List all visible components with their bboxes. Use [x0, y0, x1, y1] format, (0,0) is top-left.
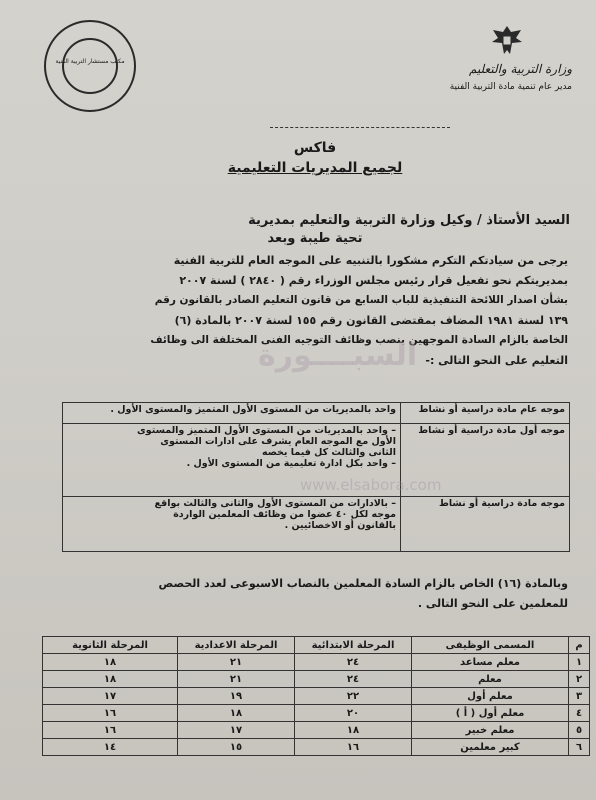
description-cell: – واحد بالمديريات من المستوى الأول المتميز والمستوى الأول مع الموجه العام يشرف على ادارات المستوى الثانى والثالث كل فيما يخصه – واحد بكل ادارة تعليمية من المستوى الأول .: [63, 424, 401, 497]
table-row: [63, 497, 570, 552]
header-preparatory: المرحلة الاعدادية: [178, 637, 295, 654]
teaching-load-table: [42, 636, 590, 756]
cell-primary: ٢٤: [295, 654, 412, 671]
cell-primary: ٢٢: [295, 688, 412, 705]
body-line: بمديريتكم نحو تفعيل قرار رئيس مجلس الوزراء رقم ( ٢٨٤٠ ) لسنة ٢٠٠٧: [179, 274, 568, 287]
body-line: التعليم على النحو التالى :-: [425, 354, 568, 367]
cell-index: ٣: [569, 688, 590, 705]
cell-primary: ٢٠: [295, 705, 412, 722]
divider: [270, 127, 450, 128]
cell-index: ٦: [569, 739, 590, 756]
salutation: السيد الأستاذ / وكيل وزارة التربية والتعليم بمديرية: [248, 213, 570, 228]
body-line: بشأن اصدار اللائحة التنفيذية للباب السابع من قانون التعليم الصادر بالقانون رقم: [154, 294, 568, 306]
table-row: [43, 654, 590, 671]
greeting: تحية طيبة وبعد: [267, 231, 363, 246]
description-cell: واحد بالمديريات من المستوى الأول المتميز والمستوى الأول .: [63, 403, 401, 424]
cell-job-title: معلم: [412, 671, 569, 688]
ministry-department: مدير عام تنمية مادة التربية الفنية: [449, 82, 572, 92]
cell-preparatory: ٢١: [178, 654, 295, 671]
cell-job-title: معلم أول: [412, 688, 569, 705]
table-row: [43, 739, 590, 756]
header-index: م: [569, 637, 590, 654]
watermark-logo-text: السبــــورة: [258, 338, 418, 373]
table-row: [43, 688, 590, 705]
cell-preparatory: ٢١: [178, 671, 295, 688]
cell-index: ٤: [569, 705, 590, 722]
cell-job-title: معلم أول ( أ ): [412, 705, 569, 722]
cell-index: ١: [569, 654, 590, 671]
watermark-url: www.elsabora.com: [300, 476, 442, 494]
cell-primary: ١٨: [295, 722, 412, 739]
article-16-text: [40, 577, 568, 617]
cell-secondary: ١٧: [43, 688, 178, 705]
cell-preparatory: ١٨: [178, 705, 295, 722]
cell-secondary: ١٤: [43, 739, 178, 756]
fax-title: فاكس: [293, 140, 337, 156]
header-job-title: المسمى الوظيفى: [412, 637, 569, 654]
role-cell: موجه مادة دراسية أو نشاط: [401, 497, 570, 552]
body-line: للمعلمين على النحو التالى .: [417, 597, 568, 610]
cell-secondary: ١٨: [43, 654, 178, 671]
cell-preparatory: ١٥: [178, 739, 295, 756]
cell-job-title: كبير معلمين: [412, 739, 569, 756]
body-line: ١٣٩ لسنة ١٩٨١ المضاف بمقتضى القانون رقم ١٥٥ لسنة ٢٠٠٧ بالمادة (٦): [174, 314, 568, 327]
cell-secondary: ١٨: [43, 671, 178, 688]
cell-preparatory: ١٧: [178, 722, 295, 739]
cell-index: ٥: [569, 722, 590, 739]
table-header-row: [43, 637, 590, 654]
header-primary: المرحلة الابتدائية: [295, 637, 412, 654]
cell-job-title: معلم خبير: [412, 722, 569, 739]
body-line: وبالمادة (١٦) الخاص بالزام السادة المعلمين بالنصاب الاسبوعى لعدد الحصص: [158, 577, 568, 590]
institution-seal: [44, 20, 136, 112]
role-cell: موجه عام مادة دراسية أو نشاط: [401, 403, 570, 424]
addressee: لجميع المديريات التعليمية: [227, 160, 403, 176]
cell-job-title: معلم مساعد: [412, 654, 569, 671]
table-row: [43, 671, 590, 688]
header-secondary: المرحلة الثانوية: [43, 637, 178, 654]
table-row: [63, 403, 570, 424]
egypt-eagle-icon: [488, 22, 526, 58]
body-line: يرجى من سيادتكم التكرم مشكورا بالتنبيه على الموجه العام للتربية الفنية: [173, 254, 568, 267]
description-cell: – بالادارات من المستوى الأول والثانى والثالث بواقع موجه لكل ٤٠ عضوا من وظائف المعلمين الواردة بالقانون أو الاخصائيين .: [63, 497, 401, 552]
table-row: [43, 722, 590, 739]
cell-preparatory: ١٩: [178, 688, 295, 705]
cell-index: ٢: [569, 671, 590, 688]
table-row: [43, 705, 590, 722]
seal-text: مكتب مستشار التربية الفنية: [55, 58, 125, 65]
ministry-name: وزارة التربية والتعليم: [468, 62, 572, 76]
role-cell: موجه أول مادة دراسية أو نشاط: [401, 424, 570, 497]
cell-secondary: ١٦: [43, 705, 178, 722]
cell-primary: ١٦: [295, 739, 412, 756]
cell-secondary: ١٦: [43, 722, 178, 739]
body-line: الخاصة بالزام السادة الموجهين بنصب وظائف التوجيه الفنى المختلفة الى وظائف: [150, 334, 568, 346]
cell-primary: ٢٤: [295, 671, 412, 688]
